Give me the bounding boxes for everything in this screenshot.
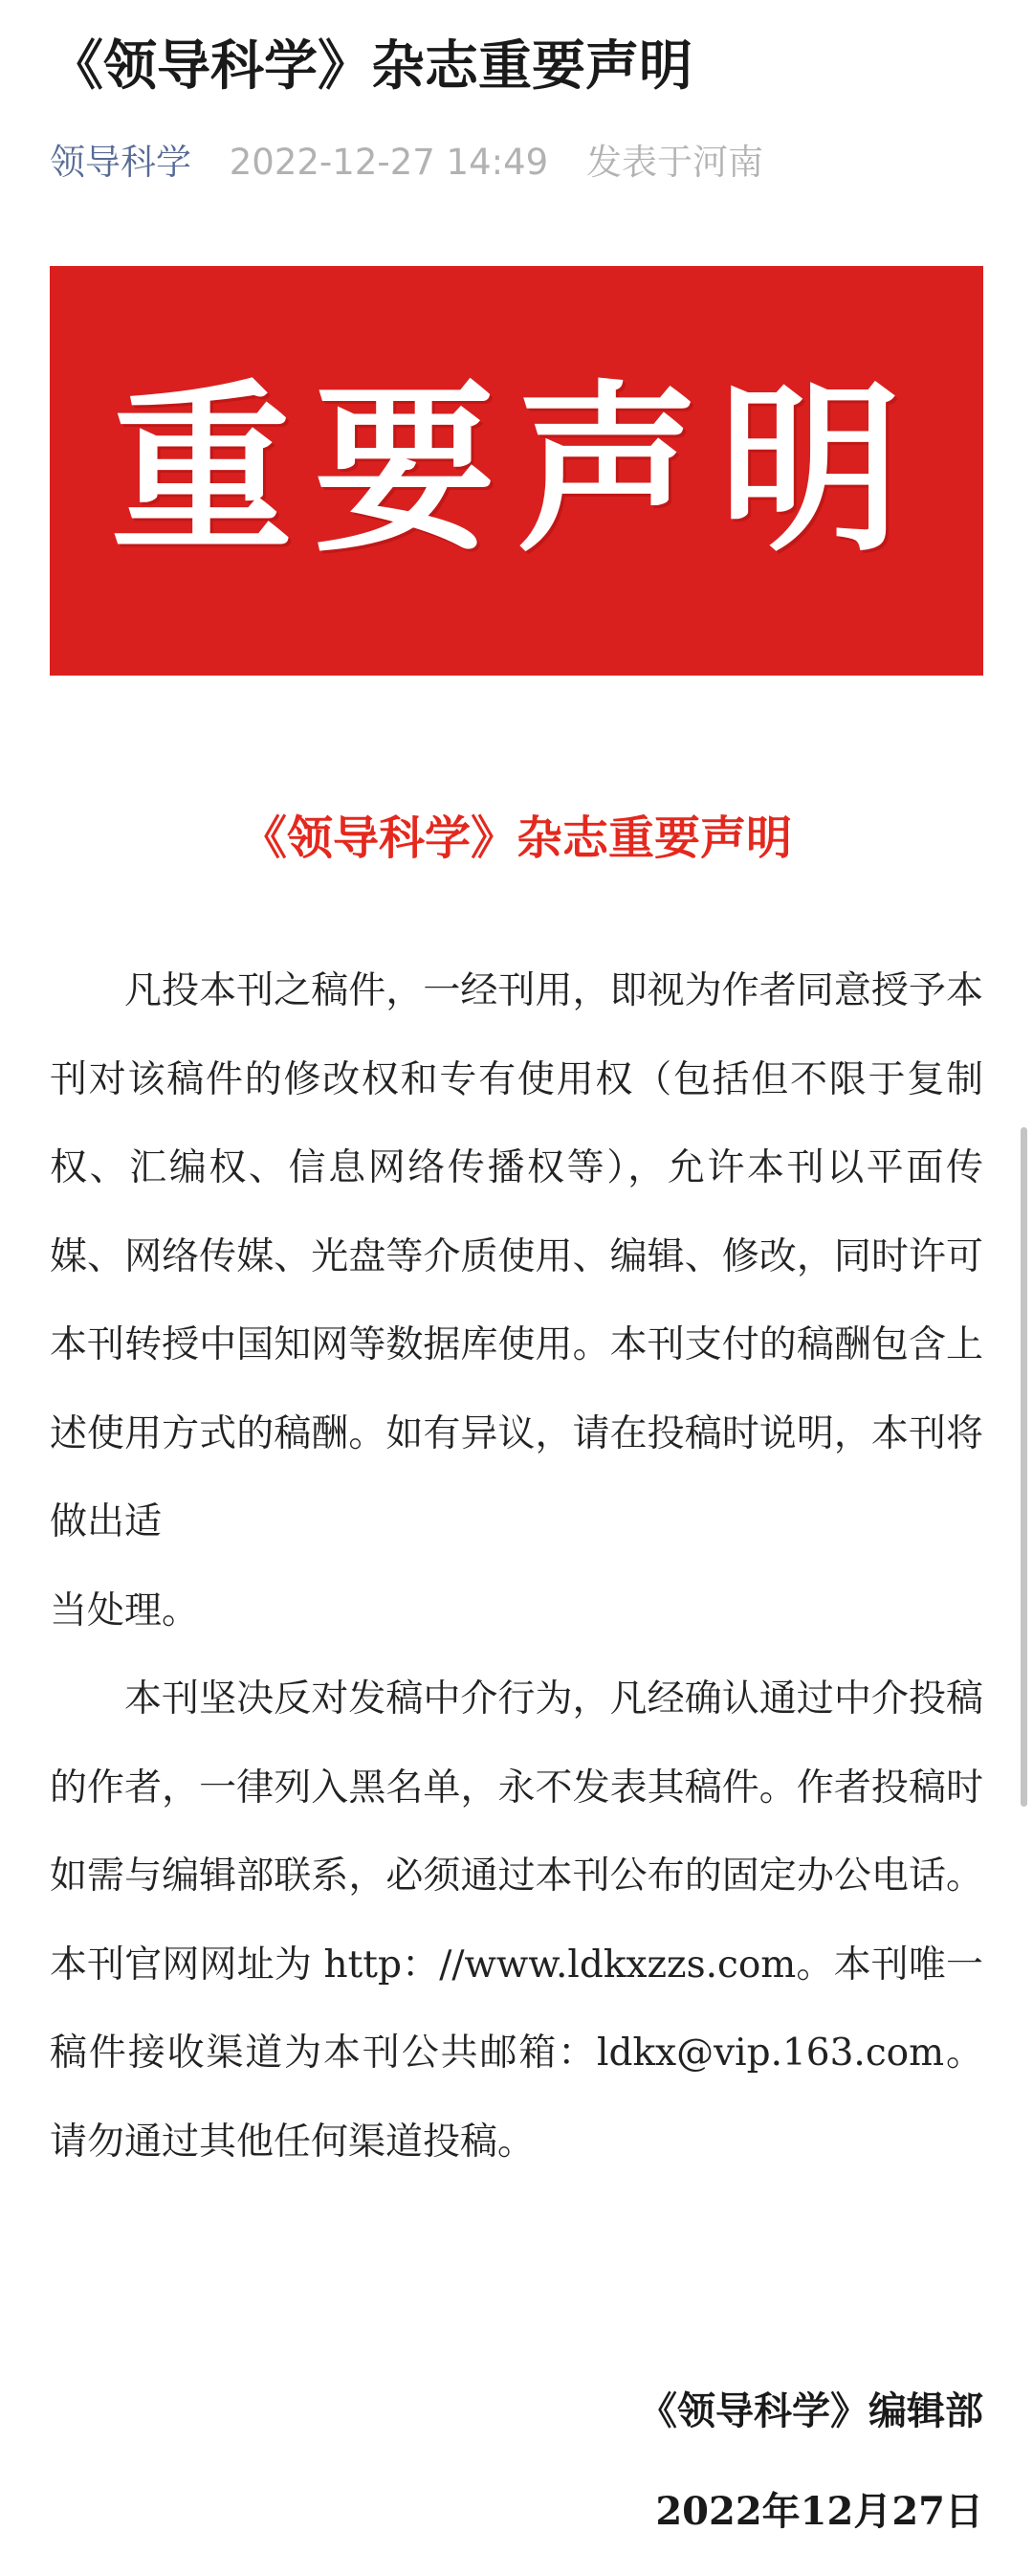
announcement-banner-image bbox=[50, 266, 983, 676]
signature-editorial-office: 《领导科学》编辑部 bbox=[639, 2388, 983, 2433]
banner-text: 重要声明 bbox=[110, 365, 922, 576]
publish-location: 发表于河南 bbox=[585, 142, 763, 183]
paragraph-copyright-body: 凡投本刊之稿件，一经刊用，即视为作者同意授予本刊对该稿件的修改权和专有使用权（包括但不限于复制权、汇编权、信息网络传播权等），允许本刊以平面传媒、网络传媒、光盘等介质使用、编辑、修改，同时许可本刊转授中国知网等数据库使用。本刊支付的稿酬包含上述使用方式的稿酬。如有异议，请在投稿时说明，本刊将做出适 bbox=[50, 969, 983, 1543]
scrollbar-thumb[interactable] bbox=[1021, 1127, 1027, 1807]
publish-date: 2022-12-27 14:49 bbox=[229, 142, 549, 183]
article-meta bbox=[50, 134, 763, 191]
section-heading: 《领导科学》杂志重要声明 bbox=[240, 811, 792, 865]
paragraph-submission-policy: 本刊坚决反对发稿中介行为，凡经确认通过中介投稿的作者，一律列入黑名单，永不发表其稿件。作者投稿时如需与编辑部联系，必须通过本刊公布的固定办公电话。本刊官网网址为 http：//www.ldkxzzs.com。本刊唯一稿件接收渠道为本刊公共邮箱：ldkx@vip.163.com。请勿通过其他任何渠道投稿。 bbox=[50, 1677, 983, 2164]
account-name-link[interactable]: 领导科学 bbox=[50, 142, 191, 183]
paragraph-copyright bbox=[50, 947, 983, 1655]
signature-date: 2022年12月27日 bbox=[655, 2489, 983, 2534]
paragraph-copyright-tail: 当处理。 bbox=[50, 1588, 200, 1632]
article-title: 《领导科学》杂志重要声明 bbox=[50, 35, 692, 98]
